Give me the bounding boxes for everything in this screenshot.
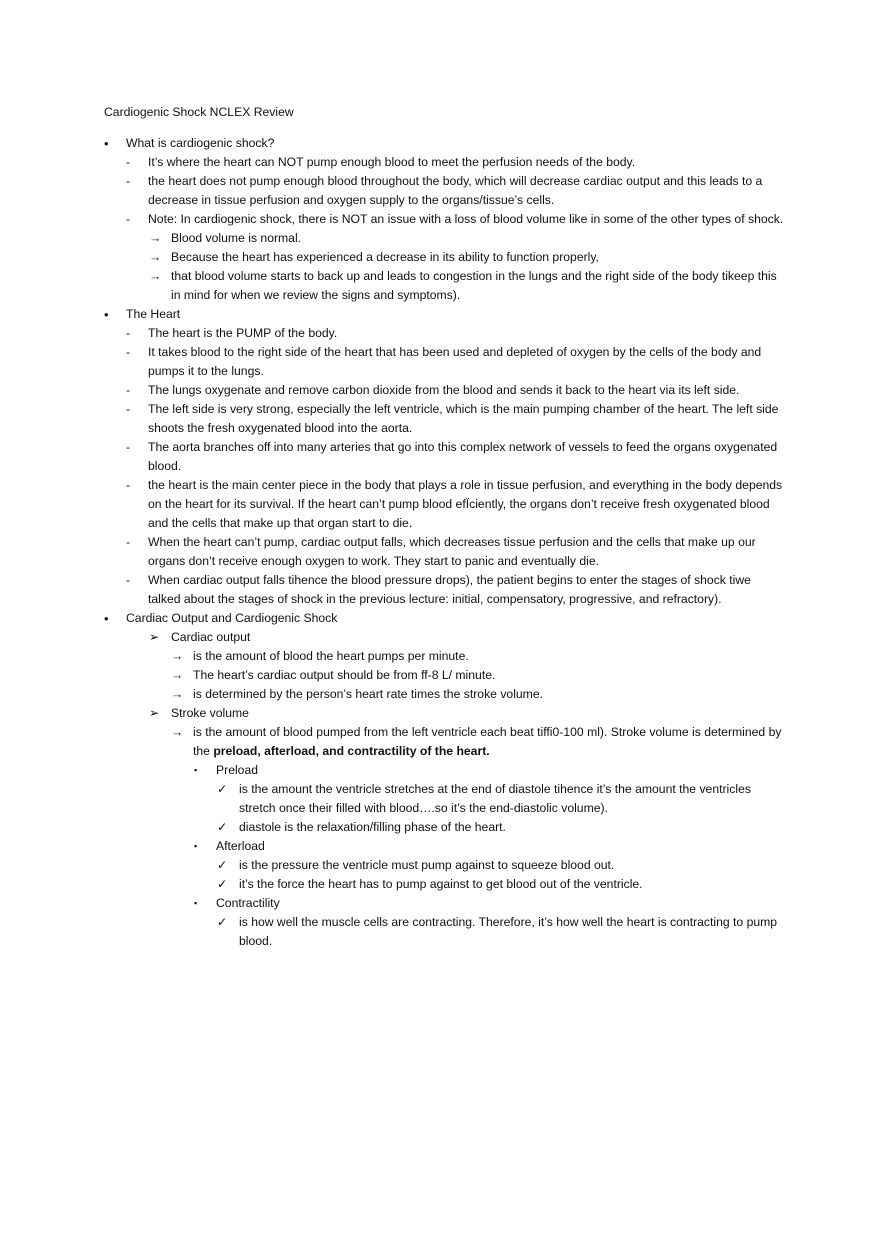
list-item <box>104 248 784 267</box>
list-item <box>104 267 784 305</box>
list-marker: - <box>126 478 131 492</box>
list-text <box>126 305 784 324</box>
list-marker: - <box>126 326 131 340</box>
list-marker: - <box>126 383 131 397</box>
list-text-content: the heart does not pump enough blood throughout the body, which will decrease cardiac output and this leads to a decrease in tissue perfusion and oxygen supply to the organs/tissue’s cells. <box>148 174 763 207</box>
list-marker: - <box>126 345 131 359</box>
list-text <box>193 666 784 685</box>
list-item <box>104 343 784 381</box>
list-text <box>148 400 784 438</box>
list-text-content: is the amount of blood the heart pumps per minute. <box>193 649 469 663</box>
list-text-content: that blood volume starts to back up and leads to congestion in the lungs and the right side of the body tikeep this in mind for when we review the signs and symptoms). <box>171 269 777 302</box>
list-text <box>193 723 784 761</box>
list-text <box>239 875 784 894</box>
list-text <box>239 818 784 837</box>
list-text-content: Afterload <box>216 839 265 853</box>
list-marker: ▪ <box>194 841 198 851</box>
list-text <box>148 210 784 229</box>
list-text-content: Cardiac Output and Cardiogenic Shock <box>126 611 338 625</box>
list-item <box>104 837 784 856</box>
outline-list <box>104 134 784 951</box>
list-text-content: The aorta branches off into many arteries that go into this complex network of vessels to feed the organs oxygenated blood. <box>148 440 778 473</box>
list-text <box>171 704 784 723</box>
list-text <box>148 438 784 476</box>
list-text <box>126 134 784 153</box>
list-text-content: When the heart can’t pump, cardiac output falls, which decreases tissue perfusion and the cells that make up our organs don’t receive enough oxygen to work. They start to panic and eventually die. <box>148 535 756 568</box>
list-marker: ➢ <box>149 630 160 644</box>
list-text-content: is how well the muscle cells are contracting. Therefore, it’s how well the heart is contracting to pump blood. <box>239 915 778 948</box>
list-item <box>104 400 784 438</box>
list-item <box>104 381 784 400</box>
list-text-content: Note: In cardiogenic shock, there is NOT an issue with a loss of blood volume like in some of the other types of shock. <box>148 212 784 226</box>
list-text-content: What is cardiogenic shock? <box>126 136 275 150</box>
list-item <box>104 913 784 951</box>
list-marker: - <box>126 402 131 416</box>
list-item <box>104 210 784 229</box>
list-text-content: The heart is the PUMP of the body. <box>148 326 338 340</box>
list-text <box>148 571 784 609</box>
list-marker: ✓ <box>217 877 228 891</box>
list-marker: - <box>126 535 131 549</box>
list-item <box>104 666 784 685</box>
list-marker: ✓ <box>217 782 228 796</box>
bold-emphasis: preload, afterload, and contractility of the heart. <box>213 744 490 758</box>
list-marker: - <box>126 155 131 169</box>
list-text-content: Contractility <box>216 896 280 910</box>
list-text-content: the heart is the main center piece in the body that plays a role in tissue perfusion, and everything in the body depends on the heart for its survival. If the heart can’t pump blood efÏciently, the organs don’t receive fresh oxygenated blood and the cells that make up that organ start to die. <box>148 478 783 530</box>
list-text <box>193 647 784 666</box>
list-marker: → <box>171 725 184 739</box>
list-marker: - <box>126 573 131 587</box>
list-text <box>171 229 784 248</box>
list-text <box>148 476 784 533</box>
list-text-content: Because the heart has experienced a decrease in its ability to function properly, <box>171 250 599 264</box>
list-item <box>104 305 784 324</box>
list-item <box>104 134 784 153</box>
list-item <box>104 172 784 210</box>
list-marker: • <box>104 611 109 626</box>
list-marker: ▪ <box>194 898 198 908</box>
list-marker: → <box>171 668 184 682</box>
list-text-content: is determined by the person’s heart rate times the stroke volume. <box>193 687 543 701</box>
list-text-content: is the pressure the ventricle must pump against to squeeze blood out. <box>239 858 615 872</box>
list-text-content: Blood volume is normal. <box>171 231 302 245</box>
list-item <box>104 875 784 894</box>
list-text <box>216 837 784 856</box>
list-text-content: When cardiac output falls tihence the blood pressure drops), the patient begins to enter the stages of shock tiwe talked about the stages of shock in the previous lecture: initial, compensatory, progressive, and refractory). <box>148 573 751 606</box>
list-text <box>239 856 784 875</box>
list-text <box>171 267 784 305</box>
document-page <box>104 103 784 951</box>
list-text <box>148 172 784 210</box>
list-text <box>126 609 784 628</box>
list-marker: - <box>126 174 131 188</box>
list-item <box>104 818 784 837</box>
list-text-content: Cardiac output <box>171 630 251 644</box>
list-text <box>193 685 784 704</box>
list-marker: - <box>126 440 131 454</box>
list-item <box>104 609 784 628</box>
list-marker: ▪ <box>194 765 198 775</box>
list-marker: - <box>126 212 131 226</box>
list-text-content: is the amount the ventricle stretches at the end of diastole tihence it’s the amount the ventricles stretch once their filled with blood….so it’s the end-diastolic volume). <box>239 782 751 815</box>
list-text <box>171 628 784 647</box>
list-marker: • <box>104 136 109 151</box>
list-text-content: It takes blood to the right side of the heart that has been used and depleted of oxygen by the cells of the body and pumps it to the lungs. <box>148 345 762 378</box>
list-text <box>239 913 784 951</box>
list-text-content: is the amount of blood pumped from the left ventricle each beat tiffi0-100 ml). Stroke volume is determined by the <box>193 725 782 758</box>
list-text <box>171 248 784 267</box>
list-item <box>104 780 784 818</box>
list-item <box>104 704 784 723</box>
list-marker: → <box>171 687 184 701</box>
list-marker: ➢ <box>149 706 160 720</box>
list-text-content: diastole is the relaxation/filling phase of the heart. <box>239 820 506 834</box>
list-marker: • <box>104 307 109 322</box>
list-text-content: it’s the force the heart has to pump against to get blood out of the ventricle. <box>239 877 643 891</box>
list-marker: ✓ <box>217 858 228 872</box>
list-item <box>104 476 784 533</box>
list-item <box>104 761 784 780</box>
list-text <box>148 153 784 172</box>
list-item <box>104 324 784 343</box>
list-item <box>104 647 784 666</box>
list-text-content: It’s where the heart can NOT pump enough blood to meet the perfusion needs of the body. <box>148 155 636 169</box>
list-text <box>148 343 784 381</box>
list-text-content: Stroke volume <box>171 706 249 720</box>
list-item <box>104 894 784 913</box>
list-marker: ✓ <box>217 915 228 929</box>
list-text-content: The heart’s cardiac output should be from ff-8 L/ minute. <box>193 668 496 682</box>
list-marker: → <box>149 269 162 283</box>
list-marker: → <box>149 231 162 245</box>
list-item <box>104 856 784 875</box>
list-text <box>148 533 784 571</box>
list-text-content: Preload <box>216 763 259 777</box>
list-text-content: The lungs oxygenate and remove carbon dioxide from the blood and sends it back to the heart via its left side. <box>148 383 740 397</box>
document-title: Cardiogenic Shock NCLEX Review <box>104 105 294 119</box>
list-item <box>104 533 784 571</box>
list-item <box>104 685 784 704</box>
list-item <box>104 438 784 476</box>
list-text <box>216 894 784 913</box>
list-item <box>104 723 784 761</box>
list-item <box>104 229 784 248</box>
list-item <box>104 153 784 172</box>
list-item <box>104 571 784 609</box>
list-text-content: The left side is very strong, especially the left ventricle, which is the main pumping chamber of the heart. The left side shoots the fresh oxygenated blood into the aorta. <box>148 402 779 435</box>
list-marker: ✓ <box>217 820 228 834</box>
list-item <box>104 628 784 647</box>
list-marker: → <box>149 250 162 264</box>
list-text <box>216 761 784 780</box>
list-text <box>239 780 784 818</box>
list-text-content: The Heart <box>126 307 181 321</box>
list-text <box>148 324 784 343</box>
list-marker: → <box>171 649 184 663</box>
list-text <box>148 381 784 400</box>
